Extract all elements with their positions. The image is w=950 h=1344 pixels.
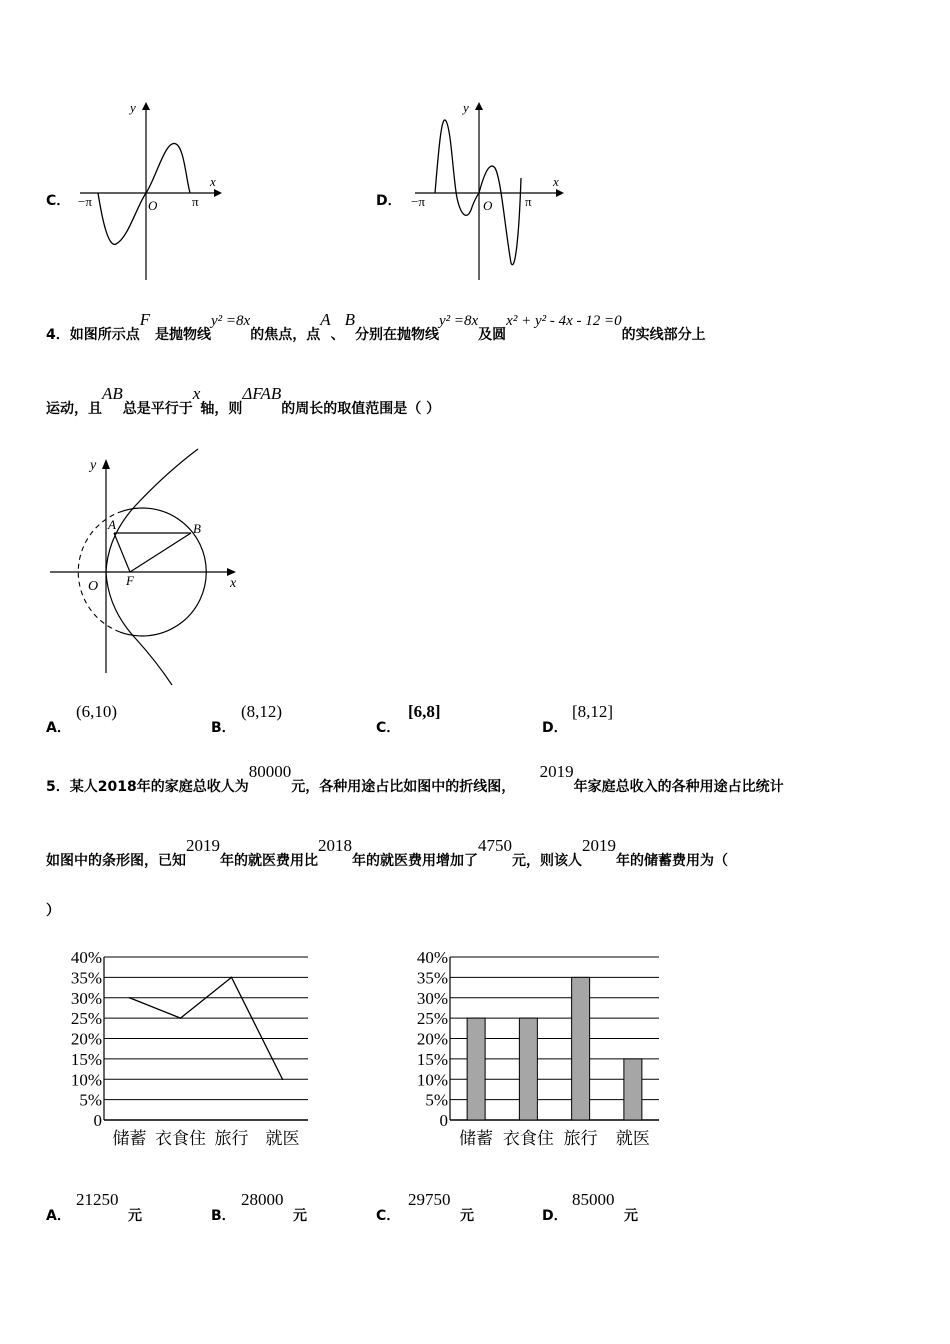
y-tick-label: 0 — [439, 1111, 448, 1130]
q3-c-pos-pi: π — [192, 194, 199, 209]
bar — [624, 1059, 642, 1120]
q3-curve-d — [435, 120, 521, 265]
q3-d-y-label: y — [463, 100, 469, 115]
q3-option-c-label: C． — [46, 193, 71, 209]
y-tick-label: 30% — [70, 988, 102, 1008]
q3-d-origin: O — [483, 198, 493, 213]
data-point — [282, 1078, 284, 1080]
bar — [467, 1018, 485, 1120]
y-tick-label: 25% — [70, 1009, 102, 1029]
svg-text:A: A — [108, 517, 116, 532]
q5-bar-chart — [392, 945, 667, 1155]
q5-line-3: ） — [46, 903, 60, 919]
q4-number: 4． — [46, 327, 70, 343]
y-tick-label: 35% — [70, 968, 102, 988]
q4-line-2: 运动，且AB总是平行于x轴，则ΔFAB的周长的取值范围是（ ） — [46, 384, 441, 417]
svg-text:O: O — [88, 579, 99, 594]
y-tick-label: 15% — [416, 1049, 448, 1069]
svg-text:F: F — [126, 573, 134, 588]
q3-c-x-label: x — [210, 174, 216, 189]
q5-line-1: 5．某人2018年的家庭总收人为80000元，各种用途占比如图中的折线图， 2019年家庭总收入的各种用途占比统计 — [46, 762, 784, 795]
svg-text:B: B — [193, 521, 201, 536]
q3-c-origin: O — [148, 198, 158, 213]
y-tick-label: 40% — [70, 948, 102, 967]
x-tick-label: 储蓄 — [459, 1129, 494, 1148]
y-tick-label: 0 — [93, 1111, 102, 1130]
bar — [572, 977, 590, 1120]
q5-line-chart — [46, 945, 316, 1155]
q4-options: A． (6,10) B． (8,12) C． [6,8] D． [8,12] — [46, 702, 614, 736]
q3-option-d-label: D． — [376, 193, 402, 209]
svg-text:x: x — [230, 576, 237, 591]
y-tick-label: 25% — [416, 1009, 448, 1029]
q5-options: A． 21250 元 B． 28000 元 C． 29750 元 D． 85000 元 — [46, 1190, 638, 1224]
y-tick-label: 10% — [416, 1070, 448, 1090]
x-tick-label: 储蓄 — [112, 1129, 147, 1148]
q3-c-neg-pi: −π — [78, 194, 92, 209]
q5-number: 5． — [46, 779, 70, 795]
x-tick-label: 就医 — [615, 1129, 650, 1148]
x-tick-label: 旅行 — [214, 1129, 249, 1148]
q4-figure — [46, 445, 256, 690]
q3-c-y-label: y — [130, 100, 136, 115]
y-tick-label: 5% — [79, 1090, 102, 1110]
x-tick-label: 衣食住 — [502, 1129, 554, 1148]
y-tick-label: 40% — [416, 948, 448, 967]
y-tick-label: 15% — [70, 1049, 102, 1069]
q5-line-2: 如图中的条形图，已知2019年的就医费用比2018年的就医费用增加了4750元，则该人2019年的储蓄费用为（ — [46, 836, 728, 869]
q4-parabola — [106, 449, 198, 685]
q3-d-pos-pi: π — [525, 194, 532, 209]
y-tick-label: 10% — [70, 1070, 102, 1090]
q3-graph-d — [405, 98, 570, 283]
q3-graph-c — [70, 98, 230, 283]
data-point — [231, 977, 233, 979]
bar — [519, 1018, 537, 1120]
y-tick-label: 20% — [416, 1029, 448, 1049]
q3-curve-c — [98, 143, 190, 244]
series-line — [130, 977, 283, 1079]
svg-text:y: y — [90, 458, 97, 473]
q3-d-neg-pi: −π — [411, 194, 425, 209]
y-tick-label: 5% — [425, 1090, 448, 1110]
x-tick-label: 就医 — [265, 1129, 300, 1148]
y-tick-label: 30% — [416, 988, 448, 1008]
data-point — [129, 997, 131, 999]
data-point — [180, 1017, 182, 1019]
y-tick-label: 35% — [416, 968, 448, 988]
x-tick-label: 衣食住 — [155, 1129, 206, 1148]
q3-d-x-label: x — [553, 174, 559, 189]
q4-line-1: 4．如图所示点F 是抛物线y² =8x的焦点，点A、B分别在抛物线y² =8x及圆x² + y² - 4x - 12 =0的实线部分上 — [46, 310, 706, 343]
y-tick-label: 20% — [70, 1029, 102, 1049]
x-tick-label: 旅行 — [563, 1129, 598, 1148]
